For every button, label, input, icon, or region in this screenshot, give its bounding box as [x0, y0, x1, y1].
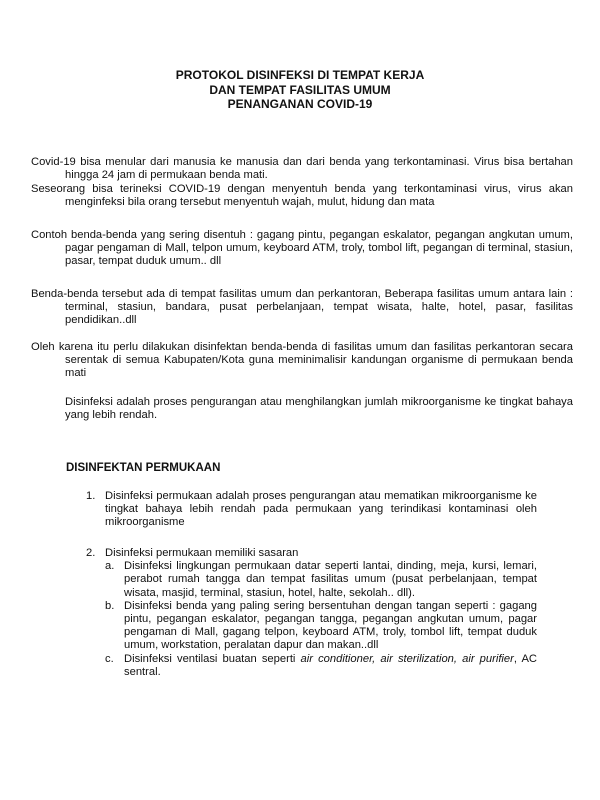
sub-letter: c. — [105, 652, 114, 665]
title-line-2: DAN TEMPAT FASILITAS UMUM — [209, 82, 391, 97]
sub-item-text: Disinfeksi lingkungan permukaan datar seperti lantai, dinding, meja, kursi, lemari, perabot rumah tangga dan tempat fasilitas umum (pusat perbelanjaan, tempat wisata, masjid, terminal, stasiun, hotel, halte, sekolah.. dll). — [124, 560, 537, 599]
document-title — [0, 68, 600, 112]
sub-item-text-after: , AC sentral. — [124, 652, 537, 678]
sub-item-text-before: Disinfeksi ventilasi buatan seperti — [124, 652, 301, 665]
list-item-2 — [86, 547, 537, 679]
sub-item-text — [124, 653, 537, 678]
sub-letter: b. — [105, 599, 115, 612]
sub-list — [105, 560, 537, 679]
numbered-list-2 — [86, 547, 537, 679]
section-heading: DISINFEKTAN PERMUKAAN — [66, 462, 221, 474]
sub-letter: a. — [105, 560, 115, 573]
list-item-text: Disinfeksi permukaan memiliki sasaran — [105, 547, 299, 559]
title-line-3: PENANGANAN COVID-19 — [227, 97, 373, 111]
paragraph-transmission: Covid-19 bisa menular dari manusia ke manusia dan dari benda yang terkontaminasi. Virus bisa bertahan hingga 24 jam di permukaan benda mati. — [31, 156, 573, 182]
paragraph-disinfection-need: Oleh karena itu perlu dilakukan disinfektan benda-benda di fasilitas umum dan fasilitas perkantoran secara serentak di semua Kabupaten/Kota guna meminimalisir kandungan organisme di permukaan benda mati — [31, 341, 573, 380]
list-number: 1. — [86, 490, 96, 502]
paragraph-touched-objects: Contoh benda-benda yang sering disentuh : gagang pintu, pegangan eskalator, pegangan angkutan umum, pagar pengaman di Mall, telpon umum, keyboard ATM, troly, tombol lift, pegangan di terminal, stasiun, pasar, tempat duduk umum.. dll — [31, 229, 573, 268]
sub-item-b — [105, 600, 537, 653]
list-number: 2. — [86, 547, 96, 559]
title-line-1: PROTOKOL DISINFEKSI DI TEMPAT KERJA — [175, 68, 425, 82]
sub-item-text: Disinfeksi benda yang paling sering bersentuhan dengan tangan seperti : gagang pintu, pegangan eskalator, pegangan tangga, pegangan angkutan umum, pagar pengaman di Mall, gagang telpon, keyboard ATM, troly, tombol lift, tempat duduk umum, workstation, peralatan dapur dan makan..dll — [124, 599, 537, 652]
numbered-list — [86, 490, 537, 530]
sub-item-text-italic: air conditioner, air sterilization, air purifier — [300, 652, 514, 665]
list-item-text: Disinfeksi permukaan adalah proses pengurangan atau mematikan mikroorganisme ke tingkat bahaya lebih rendah pada permukaan yang terindikasi kontaminasi oleh mikroorganisme — [105, 490, 537, 529]
paragraph-definition: Disinfeksi adalah proses pengurangan atau menghilangkan jumlah mikroorganisme ke tingkat bahaya yang lebih rendah. — [65, 396, 573, 422]
list-item-1 — [86, 490, 537, 530]
sub-item-c — [105, 653, 537, 679]
paragraph-public-facilities: Benda-benda tersebut ada di tempat fasilitas umum dan perkantoran, Beberapa fasilitas umum antara lain : terminal, stasiun, bandara, pusat perbelanjaan, tempat wisata, halte, hotel, pasar, fasilitas pendidikan..dll — [31, 288, 573, 327]
sub-item-a — [105, 560, 537, 600]
paragraph-infection: Seseorang bisa terineksi COVID-19 dengan menyentuh benda yang terkontaminasi virus, virus akan menginfeksi bila orang tersebut menyentuh wajah, mulut, hidung dan mata — [31, 183, 573, 209]
